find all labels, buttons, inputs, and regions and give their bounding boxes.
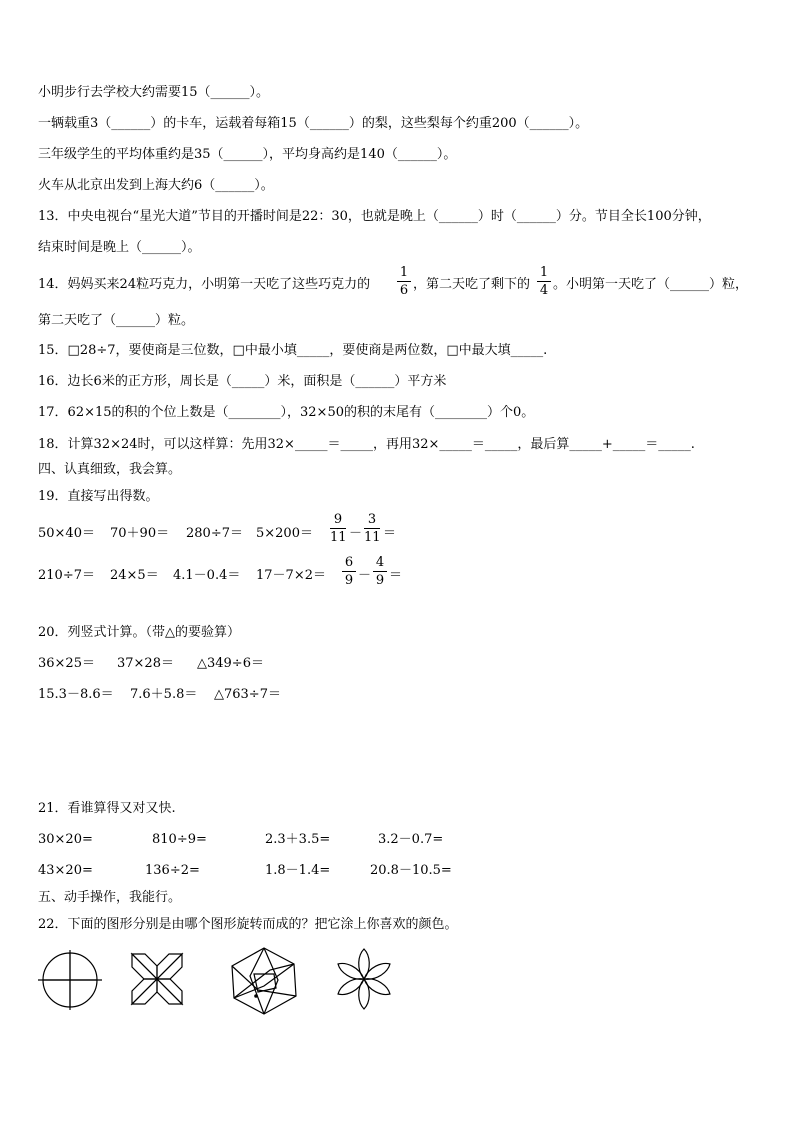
q19-item: 4.1－0.4＝: [173, 568, 241, 583]
line-walk-school: 小明步行去学校大约需要15（______）。: [38, 85, 270, 100]
line-truck: 一辆载重3（______）的卡车，运载着每箱15（______）的梨，这些梨每个约重200（______）。: [38, 116, 589, 131]
q19-item: 210÷7＝: [38, 568, 95, 583]
equals-sign: ＝: [389, 568, 403, 583]
q21-item: 20.8－10.5=: [370, 863, 452, 878]
question-13-line2: 结束时间是晚上（______）。: [38, 240, 201, 255]
question-18: 18．计算32×24时，可以这样算：先用32×_____＝_____，再用32×_____＝_____，最后算_____+_____＝_____.: [38, 437, 695, 452]
question-17: 17．62×15的积的个位上数是（________），32×50的积的末尾有（________）个0。: [38, 405, 535, 420]
minus-sign: －: [349, 526, 363, 541]
question-14-part1: 14．妈妈买来24粒巧克力，小明第一天吃了这些巧克力的: [38, 277, 371, 292]
section-4-heading: 四、认真细致，我会算。: [38, 462, 182, 477]
hexagon-spiral-figure: [228, 946, 300, 1016]
flower-figure: [332, 947, 396, 1011]
q21-item: 43×20=: [38, 863, 93, 878]
q19-item: 17－7×2＝: [256, 568, 326, 583]
fraction-nine-elevenths: 9 11: [330, 512, 347, 545]
fraction-one-quarter: 1 4: [537, 265, 551, 298]
equals-sign: ＝: [383, 526, 397, 541]
question-14-part3: 。小明第一天吃了（______）粒，: [553, 277, 749, 292]
q21-item: 810÷9=: [152, 832, 207, 847]
q20-item: 37×28＝: [117, 656, 174, 671]
q20-item: 15.3－8.6＝: [38, 687, 114, 702]
fraction-six-ninths: 6 9: [342, 555, 356, 588]
line-train: 火车从北京出发到上海大约6（______）。: [38, 178, 274, 193]
q20-item: △763÷7＝: [214, 687, 281, 702]
question-15: 15．□28÷7，要使商是三位数，□中最小填_____，要使商是两位数，□中最大填_____.: [38, 343, 548, 358]
question-22: 22．下面的图形分别是由哪个图形旋转而成的？把它涂上你喜欢的颜色。: [38, 917, 458, 932]
q21-item: 30×20=: [38, 832, 93, 847]
cross-shape-figure: [130, 952, 184, 1006]
minus-sign: －: [358, 568, 372, 583]
question-21: 21．看谁算得又对又快.: [38, 801, 176, 816]
q19-item: 280÷7＝: [186, 526, 243, 541]
q21-item: 3.2－0.7=: [378, 832, 444, 847]
q19-item: 70＋90＝: [110, 526, 170, 541]
section-5-heading: 五、动手操作，我能行。: [38, 890, 182, 905]
fraction-one-sixth: 1 6: [397, 265, 411, 298]
q20-item: △349÷6＝: [197, 656, 264, 671]
q19-item: 5×200＝: [256, 526, 313, 541]
q21-item: 2.3＋3.5=: [265, 832, 331, 847]
q20-item: 36×25＝: [38, 656, 95, 671]
fraction-four-ninths: 4 9: [373, 555, 387, 588]
question-14-part2: ，第二天吃了剩下的: [413, 277, 531, 292]
pinwheel-figure: [36, 950, 104, 1010]
line-student-weight: 三年级学生的平均体重约是35（______），平均身高约是140（______）。: [38, 147, 457, 162]
q19-item: 24×5＝: [110, 568, 159, 583]
question-13-line1: 13．中央电视台“星光大道”节目的开播时间是22：30，也就是晚上（______）时（______）分。节目全长100分钟，: [38, 209, 711, 224]
q19-item: 50×40＝: [38, 526, 95, 541]
q21-item: 136÷2=: [145, 863, 200, 878]
q21-item: 1.8－1.4=: [265, 863, 331, 878]
question-14-line2: 第二天吃了（______）粒。: [38, 313, 195, 328]
q20-item: 7.6＋5.8＝: [130, 687, 198, 702]
fraction-three-elevenths: 3 11: [364, 512, 381, 545]
question-20: 20．列竖式计算。（带△的要验算）: [38, 625, 241, 640]
question-19: 19．直接写出得数。: [38, 489, 159, 504]
question-16: 16．边长6米的正方形，周长是（_____）米，面积是（______）平方米: [38, 374, 447, 389]
